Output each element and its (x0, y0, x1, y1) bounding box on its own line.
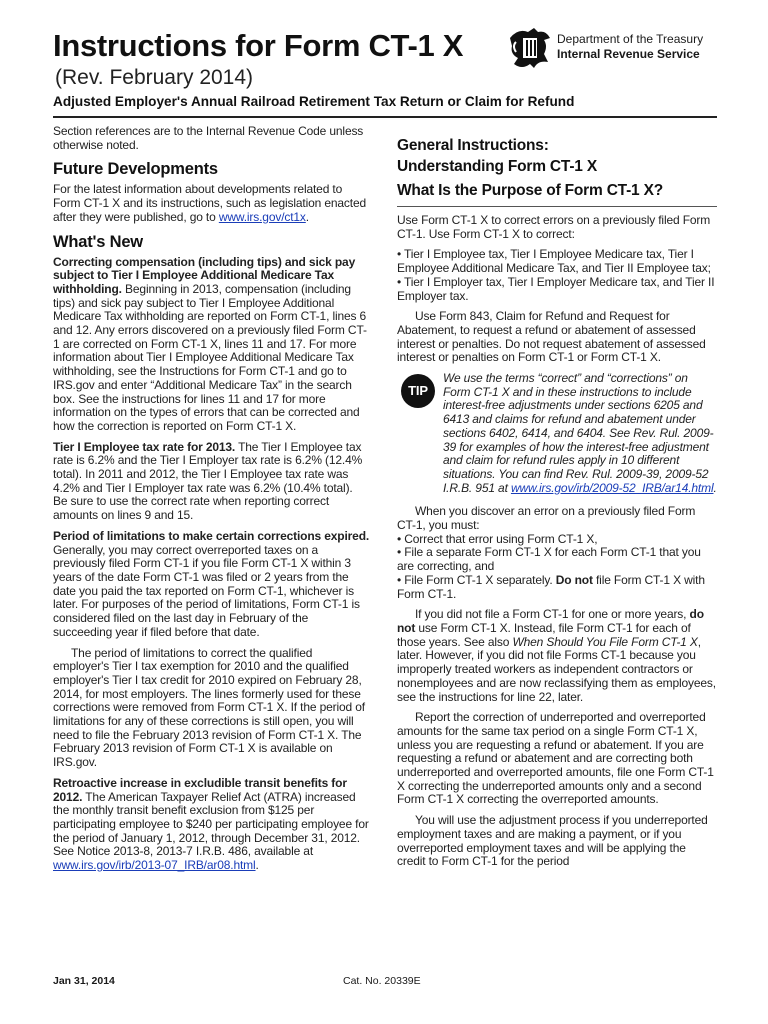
tax-rate-paragraph: Tier I Employee tax rate for 2013. The Tier I Employee tax rate is 6.2% and the Tier I Employer tax rate is 6.2% (12.4% total). In 2011 and 2012, the Tier I Employee tax rate was 4.2% and Tier I Employer tax rate was 6.2% (10.4% total). Be sure to use the correct rate when reporting correct amounts on lines 9 and 15. (53, 439, 363, 523)
form-843-paragraph: Use Form 843, Claim for Refund and Request for Abatement, to request a refund or abatement of assessed interest or penalties. Do not request abatement of assessed interest or penalties on Form CT-1 or Form CT-1 X. (397, 309, 706, 365)
form-subtitle: Adjusted Employer's Annual Railroad Retirement Tax Return or Claim for Refund (53, 94, 575, 109)
tip-box: TIP We use the terms “correct” and “corrections” on Form CT-1 X and in these instructions to include interest-free adjustments under sections 6205 and 6413 and claims for refund and abatement under sections 6402, 6414, and 6404. See Rev. Rul. 2009-39 for examples of how the interest-free adjustment and claim for refund rules apply in 10 different situations. You can find Rev. Rul. 2009-39, 2009-52 I.R.B. 951 at www.irs.gov/irb/2009-52_IRB/ar14.html. (397, 372, 717, 495)
list-item: • Correct that error using Form CT-1 X, (397, 531, 598, 546)
discover-error-paragraph: When you discover an error on a previously filed Form CT-1, you must: (397, 504, 696, 533)
future-developments-heading: Future Developments (53, 160, 218, 179)
transit-benefits-paragraph: Retroactive increase in excludible transit benefits for 2012. The American Taxpayer Relief Act (ATRA) increased the monthly transit benefit exclusion from $125 per participating employee to $240 per participating employee for the period of January 1, 2012, through December 31, 2012. See Notice 2013-8, 2013-7 I.R.B. 486, available at www.irs.gov/irb/2013-07_IRB/ar08.html. (53, 775, 369, 873)
limitations-paragraph: Period of limitations to make certain corrections expired. Generally, you may correct overreported taxes on a previously filed Form CT-1 if you file Form CT-1 X within 3 years of the date Form CT-1 was filed or 2 years from the date you paid the tax reported on Form CT-1, whichever is later. For purposes of the period of limitations, Form CT-1 is considered filed on the last day in February of the succeeding year if filed before that date. (53, 528, 370, 639)
list-item: • Tier I Employee tax, Tier I Employee Medicare tax, Tier I Employee Additional Medicare Tax, and Tier II Employee tax; (397, 247, 711, 276)
footer-date: Jan 31, 2014 (53, 975, 115, 987)
agency-irs: Internal Revenue Service (557, 47, 700, 61)
section-references: Section references are to the Internal Revenue Code unless otherwise noted. (53, 124, 364, 152)
header-rule (53, 116, 717, 118)
right-column (397, 135, 717, 876)
report-correction-paragraph: Report the correction of underreported and overreported amounts for the same tax period on a single Form CT-1 X, unless you are requesting a refund or abatement. If you are requesting a refund or abatement and are correcting both underreported and overreported amounts, file one Form CT-1 X correcting the underreported amounts only and a second Form CT-1 X correcting the overreported amounts. (397, 710, 714, 807)
list-item: • Tier I Employer tax, Tier I Employer Medicare tax, and Tier II Employer tax. (397, 274, 715, 303)
list-item: • File Form CT-1 X separately. Do not file Form CT-1 X with Form CT-1. (397, 572, 705, 601)
heading-divider (397, 206, 717, 207)
no-file-paragraph: If you did not file a Form CT-1 for one or more years, do not use Form CT-1 X. Instead, file Form CT-1 for each of those years. See also When Should You File Form CT-1 X, later. However, if you did not file Forms CT-1 because you improperly treated workers as independent contractors or nonemployees and are now reclassifying them as employees, see the instructions for line 22, later. (397, 607, 716, 704)
purpose-heading: What Is the Purpose of Form CT-1 X? (397, 182, 663, 199)
document-title: Instructions for Form CT-1 X (53, 28, 464, 63)
rev-rul-link[interactable]: www.irs.gov/irb/2009-52_IRB/ar14.html (510, 480, 714, 495)
catalog-number: Cat. No. 20339E (343, 975, 421, 987)
irs-eagle-logo-icon (504, 24, 554, 74)
agency-department: Department of the Treasury (557, 32, 704, 46)
list-item: • File a separate Form CT-1 X for each Form CT-1 that you are correcting, and (397, 545, 701, 574)
notice-2013-8-link[interactable]: www.irs.gov/irb/2013-07_IRB/ar08.html (53, 858, 256, 873)
limitations-2010-paragraph: The period of limitations to correct the qualified employer's Tier I tax exemption for 2010 and the qualified employer's Tier I tax credit for 2010 expired on February 28, 2014, for most employers. The lines formerly used for these corrections were removed from Form CT-1 X. If the period of limitations for any of these corrections is still open, you will need to file the February 2013 revision of Form CT-1 X. The February 2013 revision of Form CT-1 X is available on IRS.gov. (53, 645, 365, 770)
ct1x-link[interactable]: www.irs.gov/ct1x (218, 209, 306, 224)
revision-date: (Rev. February 2014) (55, 66, 254, 89)
left-column (53, 125, 370, 880)
additional-medicare-paragraph: Correcting compensation (including tips) and sick pay subject to Tier I Employee Additional Medicare Tax withholding. Beginning in 2013, compensation (including tips) and sick pay subject to Tier I Employee Additional Medicare Tax withholding are reported on Form CT-1, lines 6 and 12. Any errors discovered on a previously filed Form CT-1 are corrected on Form CT-1 X, lines 11 and 17. For more information about Tier I Employee Additional Medicare Tax withholding, see the Instructions for Form CT-1 and go to IRS.gov and enter “Additional Medicare Tax” in the search box. See the instructions for lines 11 and 17 for more information on the types of errors that can be corrected and how the correction is reported on Form CT-1 X. (53, 254, 367, 433)
whats-new-heading: What's New (53, 232, 143, 251)
tip-icon: TIP (401, 374, 435, 408)
understanding-heading: Understanding Form CT-1 X (397, 158, 597, 175)
future-developments-text: For the latest information about developments related to Form CT-1 X and its instructions, such as legislation enacted after they were published, go to www.irs.gov/ct1x. (53, 182, 366, 224)
adjustment-process-paragraph: You will use the adjustment process if you underreported employment taxes and are making a payment, or if you overreported employment taxes and will be applying the credit to Form CT-1 for the period (397, 813, 708, 869)
general-instructions-heading: General Instructions: (397, 137, 549, 154)
purpose-intro: Use Form CT-1 X to correct errors on a previously filed Form CT-1. Use Form CT-1 X to correct: (397, 213, 711, 241)
